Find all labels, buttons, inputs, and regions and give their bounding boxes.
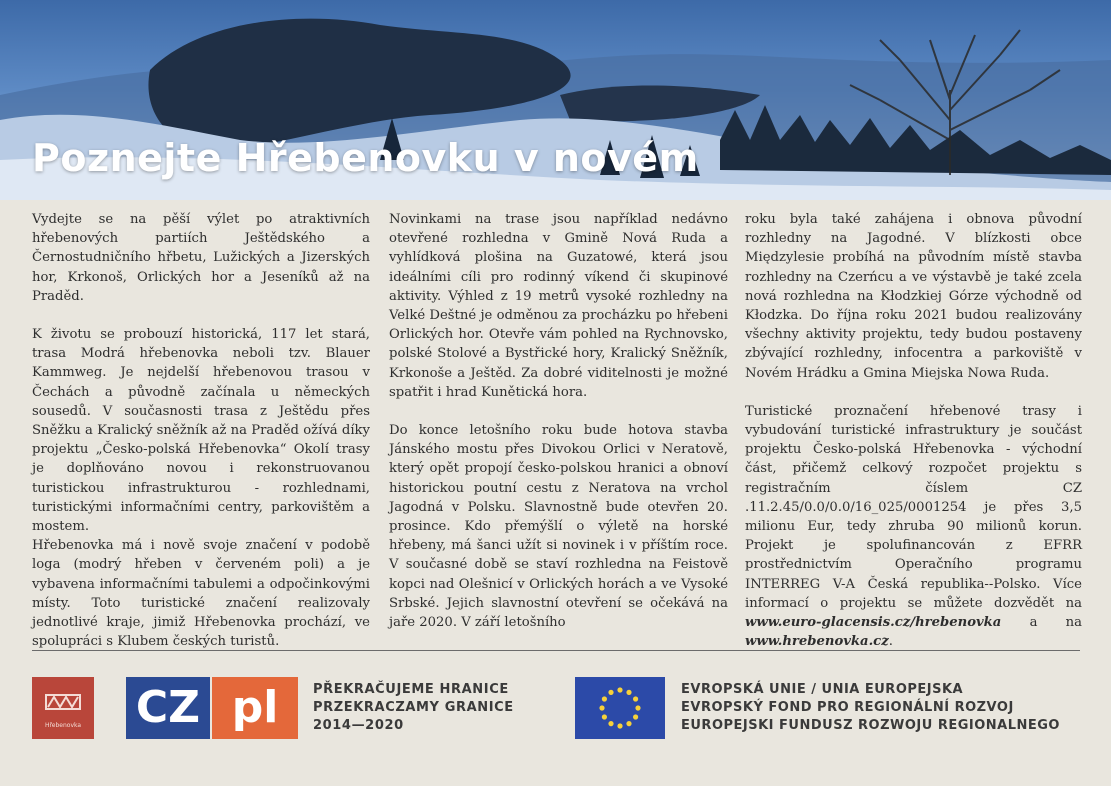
paragraph: Do konce letošního roku bude hotova stavba Jánského mostu přes Divokou Orlici v Neratově, který opět propojí česko-polskou hranici a obnoví historickou poutní cestu z Neratova na vrchol Jagodná v Polsku. Slavnostně bude otevřen 20. prosince. Kdo přemýšlí o výletě na horské hřebeny, má šanci užít si novinek i v příštím roce. V současné době se staví rozhledna na Feistově kopci nad Olešnicí v Orlických horách a ve Vysoké Srbské. Jejich slavnostní otevření se očekává na jaře 2020. V září letošního [389,423,728,631]
hero-banner [0,0,1111,200]
paragraph: Novinkami na trase jsou například nedávno otevřené rozhledna v Gmině Nová Ruda a vyhlídková plošina na Guzatowé, která jsou ideálními cíli pro rodinný víkend či skupinové aktivity. Výhled z 19 metrů vysoké rozhledny na Velké Deštné je odměnou za procházku po hřebeni Orlických hor. Otevře vám pohled na Rychnovsko, polské Stolové a Bystřické hory, Kralický Sněžník, Krkonoše a Ještěd. Za dobré viditelnosti je možné spatřit i hrad Kunětická hora. [389,212,728,400]
eu-flag-icon [575,677,665,739]
paragraph-text: Turistické proznačení hřebenové trasy i vybudování turistické infrastruktury je součást projektu Česko-polská Hřebenovka - východní část, přičemž celkový rozpočet projektu s registračním číslem CZ .11.2.45/0.0/0.0/16_025/0001254 je přes 3,5 milionu Eur, tedy zhruba 90 milionů korun. Projekt je spolufinancován z EFRR prostřednictvím Operačního programu INTERREG V-A Česká republika--Polsko. Více informací o projektu se můžete dozvědět na [745,403,1082,611]
eu-line-2: EVROPSKÝ FOND PRO REGIONÁLNÍ ROZVOJ [681,700,1014,715]
footer-divider [32,650,1080,651]
pl-block: pl [212,677,298,739]
project-link[interactable]: www.euro-glacensis.cz/hrebenovka [745,615,1002,631]
period: . [888,634,893,650]
article-title: Poznejte Hřebenovku v novém [32,136,699,180]
article-column-1 [32,210,370,651]
slogan-line-pl: PRZEKRACZAMY GRANICE [313,700,514,715]
eu-funding-text [681,681,1060,735]
paragraph [745,402,1082,652]
eu-line-3: EUROPEJSKI FUNDUSZ ROZWOJU REGIONALNEGO [681,718,1060,733]
program-slogan [313,681,514,735]
article-column-2 [389,210,728,632]
paragraph: Vydejte se na pěší výlet po atraktivních hřebenových partiích Ještědského a Černostudničního hřbetu, Lužických a Jizerských hor, Krkonoš, Orlických hor a Jeseníků až na Praděd. [32,212,370,304]
conjunction: a na [1029,615,1082,631]
slogan-line-cz: PŘEKRAČUJEME HRANICE [313,682,509,697]
hrebenovka-logo-text: Hřebenovka [44,722,82,729]
paragraph: roku byla také zahájena i obnova původní rozhledny na Jagodné. V blízkosti obce Międzylesie probíhá na původním místě stavba rozhledny na Czerńcu a ve výstavbě je také zcela nová rozhledna na Kłodzkiej Górze východně od Kłodzka. Do října roku 2021 budou realizovány všechny aktivity projektu, tedy budou postaveny zbývající rozhledny, infocentra a parkoviště v Novém Hrádku a Gmina Miejska Nowa Ruda. [745,212,1082,381]
article-column-3 [745,210,1082,651]
hrebenovka-logo [32,677,94,739]
eu-stars-icon [575,677,665,739]
eu-line-1: EVROPSKÁ UNIE / UNIA EUROPEJSKA [681,682,964,697]
cz-block: CZ [126,677,210,739]
ridge-icon [32,677,94,739]
paragraph: K životu se probouzí historická, 117 let stará, trasa Modrá hřebenovka neboli tzv. Blauer Kammweg. Je nejdelší hřebenovou trasou v Čechách a původně začínala u německých sousedů. V současnosti trasa z Ještědu přes Sněžku a Kralický sněžník až na Praděd ožívá díky projektu „Česko-polská Hřebenovka“ Okolí trasy je doplňováno novou i rekonstruovanou turistickou infrastrukturou - rozhlednami, turistickými informačními centry, parkovištěm a mostem. [32,327,370,535]
hrebenovka-link[interactable]: www.hrebenovka.cz [745,634,889,650]
paragraph: Hřebenovka má i nově svoje značení v podobě loga (modrý hřeben v červeném poli) a je vybavena informačními tabulemi a odpočinkovými místy. Toto turistické značení realizovaly jednotlivé kraje, jimiž Hřebenovka prochází, ve spolupráci s Klubem českých turistů. [32,538,370,650]
czpl-logo [126,677,298,739]
slogan-years: 2014—2020 [313,718,404,733]
